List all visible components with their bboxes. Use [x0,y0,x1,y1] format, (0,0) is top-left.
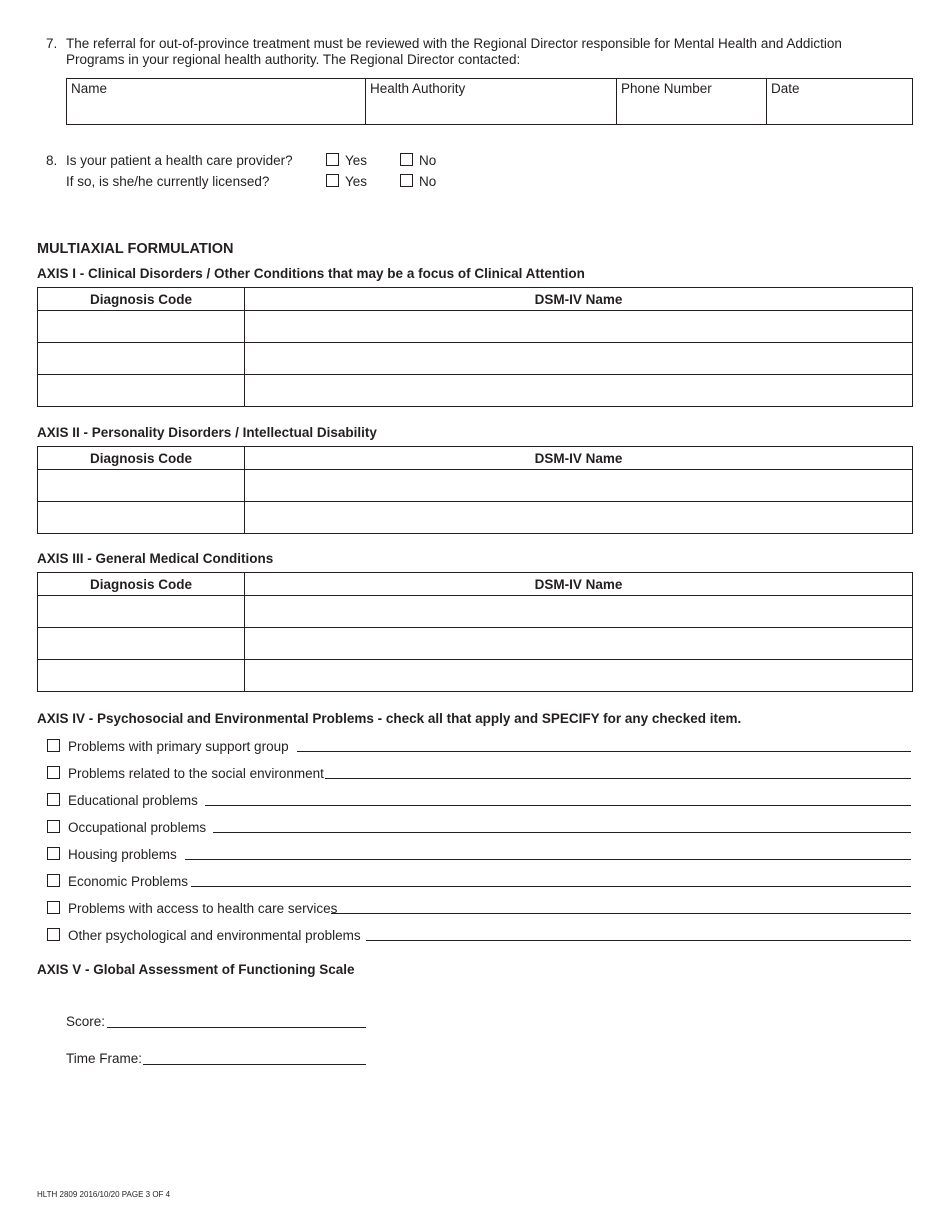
axis-1-code-cell[interactable] [38,343,245,375]
axis-4-specify-line[interactable] [185,859,911,860]
axis-4-checkbox[interactable] [47,901,60,914]
axis-1-name-cell[interactable] [245,311,913,343]
axis-3-col-code: Diagnosis Code [38,573,245,596]
axis-4-specify-line[interactable] [205,805,911,806]
axis-4-specify-line[interactable] [366,940,911,941]
provider-yes-label: Yes [345,153,368,168]
contact-health-authority-field[interactable] [366,79,617,125]
provider-no-checkbox[interactable] [400,153,413,166]
axis-4-item-label: Other psychological and environmental problems [68,928,361,943]
contact-date-label: Date [771,81,800,96]
axis-1-name-cell[interactable] [245,343,913,375]
contact-phone-label: Phone Number [621,81,712,96]
question-8-number: 8. [46,153,58,168]
provider-no-label: No [419,153,437,168]
axis-4-checkbox[interactable] [47,928,60,941]
axis-2-table [37,446,913,534]
axis-4-item-label: Economic Problems [68,874,189,889]
axis-4-item-label: Problems with primary support group [68,739,289,754]
question-8-provider-text: Is your patient a health care provider? [66,153,293,168]
axis-1-code-cell[interactable] [38,375,245,407]
time-frame-label: Time Frame: [66,1051,143,1066]
axis-3-code-cell[interactable] [38,596,245,628]
contact-phone-field[interactable] [617,79,767,125]
contact-health-authority-label: Health Authority [370,81,466,96]
axis-5-heading: AXIS V - Global Assessment of Functioning Scale [37,962,355,977]
score-input-line[interactable] [107,1027,366,1028]
axis-4-item-label: Problems related to the social environment [68,766,324,781]
axis-2-heading: AXIS II - Personality Disorders / Intellectual Disability [37,425,377,440]
regional-director-contact-table [66,78,913,125]
provider-yes-checkbox[interactable] [326,153,339,166]
axis-2-col-code: Diagnosis Code [38,447,245,470]
question-7-text-line2: Programs in your regional health authority. The Regional Director contacted: [66,52,521,67]
axis-4-specify-line[interactable] [297,751,911,752]
axis-3-name-cell[interactable] [245,628,913,660]
axis-1-col-code: Diagnosis Code [38,288,245,311]
axis-3-name-cell[interactable] [245,660,913,692]
axis-1-name-cell[interactable] [245,375,913,407]
axis-1-table [37,287,913,407]
axis-4-specify-line[interactable] [191,886,911,887]
axis-1-col-name: DSM-IV Name [245,288,913,311]
axis-3-heading: AXIS III - General Medical Conditions [37,551,274,566]
axis-2-code-cell[interactable] [38,502,245,534]
axis-4-checkbox[interactable] [47,847,60,860]
axis-4-specify-line[interactable] [325,778,911,779]
multiaxial-heading: MULTIAXIAL FORMULATION [37,241,234,257]
axis-4-checkbox[interactable] [47,739,60,752]
question-8-licensed-text: If so, is she/he currently licensed? [66,174,270,189]
axis-4-specify-line[interactable] [331,913,911,914]
axis-3-code-cell[interactable] [38,660,245,692]
axis-3-table [37,572,913,692]
question-7-number: 7. [46,36,58,51]
licensed-yes-checkbox[interactable] [326,174,339,187]
axis-2-name-cell[interactable] [245,502,913,534]
axis-4-checkbox[interactable] [47,793,60,806]
licensed-yes-label: Yes [345,174,368,189]
question-7-text-line1: The referral for out-of-province treatment must be reviewed with the Regional Director responsible for Mental Health and Addiction [66,36,842,51]
axis-4-specify-line[interactable] [213,832,911,833]
axis-4-heading: AXIS IV - Psychosocial and Environmental Problems - check all that apply and SPECIFY for any checked item. [37,711,742,726]
axis-3-code-cell[interactable] [38,628,245,660]
score-label: Score: [66,1014,106,1029]
axis-1-heading: AXIS I - Clinical Disorders / Other Conditions that may be a focus of Clinical Attention [37,266,585,281]
axis-3-col-name: DSM-IV Name [245,573,913,596]
axis-2-col-name: DSM-IV Name [245,447,913,470]
time-frame-input-line[interactable] [143,1064,366,1065]
contact-name-label: Name [71,81,108,96]
licensed-no-label: No [419,174,437,189]
axis-4-item-label: Educational problems [68,793,198,808]
form-footer: HLTH 2809 2016/10/20 PAGE 3 OF 4 [37,1190,171,1199]
axis-3-name-cell[interactable] [245,596,913,628]
axis-4-checkbox[interactable] [47,874,60,887]
licensed-no-checkbox[interactable] [400,174,413,187]
axis-2-name-cell[interactable] [245,470,913,502]
axis-4-checkbox[interactable] [47,820,60,833]
contact-name-field[interactable] [67,79,366,125]
axis-2-code-cell[interactable] [38,470,245,502]
contact-date-field[interactable] [767,79,913,125]
axis-1-code-cell[interactable] [38,311,245,343]
axis-4-item-label: Housing problems [68,847,177,862]
axis-4-item-label: Occupational problems [68,820,207,835]
axis-4-item-label: Problems with access to health care services [68,901,338,916]
axis-4-checkbox[interactable] [47,766,60,779]
